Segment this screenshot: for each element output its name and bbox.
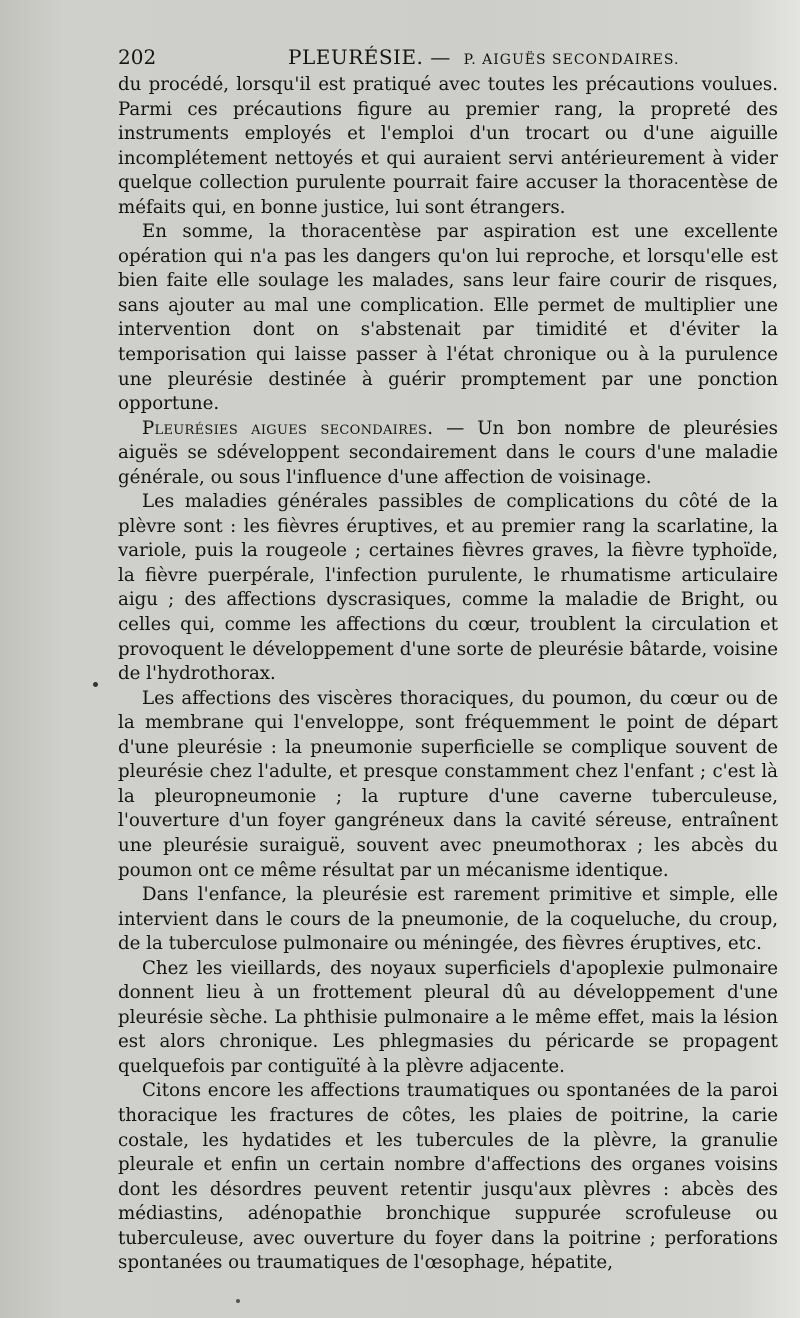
- paragraph-5: Les affections des viscères thoraciques, du poumon, du cœur ou de la membrane qui l'enveloppe, sont fréquemment le point de départ d'une pleurésie : la pneumonie superficielle se complique souvent de pleurésie chez l'adulte, et presque constamment chez l'enfant ; c'est là la pleuropneumonie ; la rupture d'une caverne tuberculeuse, l'ouverture d'un foyer gangréneux dans la cavité séreuse, entraînent une pleurésie suraiguë, souvent avec pneumothorax ; les abcès du poumon ont ce même résultat par un mécanisme identique.: [118, 687, 778, 881]
- ink-speck-bottom: [236, 1299, 240, 1303]
- book-page: [118, 40, 778, 1276]
- running-title-main: PLEURÉSIE. —: [288, 45, 451, 69]
- running-title-sub: P. AIGUËS SECONDAIRES.: [463, 52, 680, 68]
- paragraph-6: Dans l'enfance, la pleurésie est rarement primitive et simple, elle intervient dans le cours de la pneumonie, de la coqueluche, du croup, de la tuberculose pulmonaire ou méningée, des fièvres éruptives, etc.: [118, 884, 778, 955]
- running-title: [288, 40, 679, 77]
- paragraph-8: Citons encore les affections traumatiques ou spontanées de la paroi thoracique les fractures de côtes, les plaies de poitrine, la carie costale, les hydatides et les tubercules de la plèvre, la granulie pleurale et enfin un certain nombre d'affections des organes voisins dont les désordres peuvent retentir jusqu'aux plèvres : abcès des médiastins, adénopathie bronchique suppurée scrofuleuse ou tuberculeuse, avec ouverture du foyer dans la poitrine ; perforations spontanées ou traumatiques de l'œsophage, hépatite,: [118, 1080, 778, 1274]
- running-head: [118, 40, 778, 74]
- paragraph-7: Chez les vieillards, des noyaux superficiels d'apoplexie pulmonaire donnent lieu à un frottement pleural dû au développement d'une pleurésie sèche. La phthisie pulmonaire a le même effet, mais la lésion est alors chronique. Les phlegmasies du péricarde se propagent quelquefois par contiguïté à la plèvre adjacente.: [118, 957, 778, 1077]
- paragraph-1: du procédé, lorsqu'il est pratiqué avec toutes les précautions voulues. Parmi ces précautions figure au premier rang, la propreté des instruments employés et l'emploi d'un trocart ou d'une aiguille incomplétement nettoyés et qui auraient servi antérieurement à vider quelque collection purulente pourrait faire accuser la thoracentèse de méfaits qui, en bonne justice, lui sont étrangers.: [118, 74, 778, 218]
- paragraph-4: Les maladies générales passibles de complications du côté de la plèvre sont : les fièvres éruptives, et au premier rang la scarlatine, la variole, puis la rougeole ; certaines fièvres graves, la fièvre typhoïde, la fièvre puerpérale, l'infection purulente, le rhumatisme articulaire aigu ; des affections dyscrasiques, comme la maladie de Bright, ou celles qui, comme les affections du cœur, troublent la circulation et provoquent le développement d'une sorte de pleurésie bâtarde, voisine de l'hydrothorax.: [118, 491, 778, 685]
- body-text: [118, 73, 778, 1276]
- paragraph-2: En somme, la thoracentèse par aspiration est une excellente opération qui n'a pas les dangers qu'on lui reproche, et lorsqu'elle est bien faite elle soulage les malades, sans leur faire courir de risques, sans ajouter au mal une complication. Elle permet de multiplier une intervention dont on s'abstenait par timidité et d'éviter la temporisation qui laisse passer à l'état chronique ou à la purulence une pleurésie destinée à guérir promptement par une ponction opportune.: [118, 221, 778, 415]
- paragraph-3: [118, 417, 778, 491]
- paragraph-3-body: — Un bon nombre de pleurésies aiguës se sdéveloppent secondairement dans le cours d'une maladie générale, ou sous l'influence d'une affection de voisinage.: [118, 417, 779, 488]
- ink-speck: [93, 682, 98, 687]
- section-heading: Pleurésies aigues secondaires.: [142, 417, 434, 439]
- page-number: 202: [118, 45, 157, 69]
